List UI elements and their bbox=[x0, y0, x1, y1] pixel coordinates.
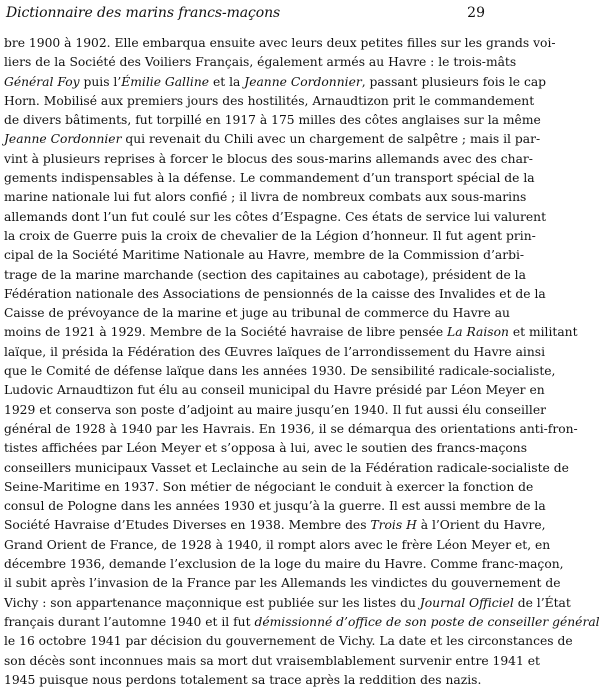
text-run: , passant plusieurs fois le cap bbox=[361, 74, 547, 89]
text-line bbox=[4, 188, 527, 207]
text-line bbox=[4, 34, 556, 53]
italic-text: Trois H bbox=[370, 518, 417, 533]
text-line bbox=[4, 613, 600, 632]
text-run: Caisse de prévoyance de la marine et juge au tribunal de commerce du Havre au bbox=[4, 306, 510, 321]
text-run: allemands dont l’un fut coulé sur les côtes d’Espagne. Ces états de service lui valurent bbox=[4, 209, 547, 224]
text-line bbox=[4, 439, 528, 458]
text-run: le 16 octobre 1941 par décision du gouvernement de Vichy. La date et les circonstances de bbox=[4, 634, 573, 649]
italic-text: démissionné d’office de son poste de conseiller général bbox=[254, 614, 600, 629]
text-line bbox=[4, 574, 561, 593]
text-line bbox=[4, 111, 541, 130]
text-line bbox=[4, 53, 517, 72]
text-run: 1945 puisque nous perdons totalement sa trace après la reddition des nazis. bbox=[4, 672, 482, 687]
italic-text: Émilie Galline bbox=[121, 74, 210, 89]
text-run: 1929 et conserva son poste d’adjoint au maire jusqu’en 1940. Il fut aussi élu conseiller bbox=[4, 402, 546, 417]
text-line bbox=[4, 555, 564, 574]
text-line bbox=[4, 343, 546, 362]
text-run: la croix de Guerre puis la croix de chevalier de la Légion d’honneur. Il fut agent prin- bbox=[4, 228, 536, 243]
text-line bbox=[4, 594, 571, 613]
text-line bbox=[4, 208, 547, 227]
text-run: décembre 1936, demande l’exclusion de la loge du maire du Havre. Comme franc-maçon, bbox=[4, 557, 564, 572]
text-run: laïque, il présida la Fédération des Œuvres laïques de l’arrondissement du Havre ainsi bbox=[4, 344, 546, 359]
text-run: gements indispensables à la défense. Le commandement d’un transport spécial de la bbox=[4, 171, 535, 186]
text-run: Société Havraise d’Etudes Diverses en 1938. Membre des bbox=[4, 518, 371, 533]
text-line bbox=[4, 73, 547, 92]
text-line bbox=[4, 266, 526, 285]
text-run: puis l’ bbox=[79, 74, 122, 89]
text-run: à l’Orient du Havre, bbox=[416, 518, 546, 533]
text-run: Ludovic Arnaudtizon fut élu au conseil municipal du Havre présidé par Léon Meyer en bbox=[4, 383, 545, 398]
italic-text: Journal Officiel bbox=[419, 595, 514, 610]
text-run: liers de la Société des Voiliers Français, également armés au Havre : le trois-mâts bbox=[4, 55, 517, 70]
italic-text: Jeanne Cordonnier bbox=[244, 74, 362, 89]
body-text bbox=[4, 34, 600, 690]
text-line bbox=[4, 285, 546, 304]
text-line bbox=[4, 246, 525, 265]
text-line bbox=[4, 632, 573, 651]
text-line bbox=[4, 362, 556, 381]
text-line bbox=[4, 323, 578, 342]
text-line bbox=[4, 420, 578, 439]
text-run: général de 1928 à 1940 par les Havrais. En 1936, il se démarqua des orientations anti-fron- bbox=[4, 421, 578, 436]
text-line bbox=[4, 169, 535, 188]
italic-text: La Raison bbox=[447, 325, 509, 340]
text-run: moins de 1921 à 1929. Membre de la Société havraise de libre pensée bbox=[4, 325, 448, 340]
text-line bbox=[4, 381, 545, 400]
text-run: Grand Orient de France, de 1928 à 1940, il rompt alors avec le frère Léon Meyer et, en bbox=[4, 537, 551, 552]
text-line bbox=[4, 92, 535, 111]
text-line bbox=[4, 536, 551, 555]
text-line bbox=[4, 459, 569, 478]
text-line bbox=[4, 150, 533, 169]
text-run: Vichy : son appartenance maçonnique est publiée sur les listes du bbox=[4, 595, 420, 610]
running-title: Dictionnaire des marins francs-maçons bbox=[6, 5, 281, 21]
text-run: marine nationale lui fut alors confié ; il livra de nombreux combats aux sous-marins bbox=[4, 190, 527, 205]
text-run: de l’État bbox=[513, 595, 571, 610]
text-run: que le Comité de défense laïque dans les années 1930. De sensibilité radicale-socialiste, bbox=[4, 364, 556, 379]
text-run: qui revenait du Chili avec un chargement de salpêtre ; mais il par- bbox=[121, 132, 541, 147]
text-line bbox=[4, 516, 546, 535]
text-run: et militant bbox=[508, 325, 578, 340]
text-run: de divers bâtiments, fut torpillé en 1917 à 175 milles des côtes anglaises sur la même bbox=[4, 113, 541, 128]
text-run: Horn. Mobilisé aux premiers jours des hostilités, Arnaudtizon prit le commandement bbox=[4, 93, 535, 108]
text-run: Seine-Maritime en 1937. Son métier de négociant le conduit à exercer la fonction de bbox=[4, 479, 534, 494]
text-run: et la bbox=[209, 74, 245, 89]
text-run: Fédération nationale des Associations de pensionnés de la caisse des Invalides et de la bbox=[4, 286, 546, 301]
italic-text: Jeanne Cordonnier bbox=[4, 132, 122, 147]
text-run: il subit après l’invasion de la France par les Allemands les vindictes du gouvernement de bbox=[4, 576, 561, 591]
text-line bbox=[4, 652, 540, 671]
text-run: trage de la marine marchande (section des capitaines au cabotage), président de la bbox=[4, 267, 526, 282]
page-header bbox=[6, 4, 485, 28]
text-run: conseillers municipaux Vasset et Leclainche au sein de la Fédération radicale-socialiste de bbox=[4, 460, 569, 475]
italic-text: Général Foy bbox=[4, 74, 80, 89]
text-run: bre 1900 à 1902. Elle embarqua ensuite avec leurs deux petites filles sur les grands voi- bbox=[4, 36, 556, 50]
text-run: cipal de la Société Maritime Nationale au Havre, membre de la Commission d’arbi- bbox=[4, 248, 525, 263]
text-run: consul de Pologne dans les années 1930 et jusqu’à la guerre. Il est aussi membre de la bbox=[4, 499, 546, 514]
text-line bbox=[4, 130, 541, 149]
text-line bbox=[4, 497, 546, 516]
text-run: vint à plusieurs reprises à forcer le blocus des sous-marins allemands avec des char- bbox=[4, 151, 533, 166]
text-line bbox=[4, 227, 536, 246]
text-line bbox=[4, 401, 546, 420]
text-run: tistes affichées par Léon Meyer et s’opposa à lui, avec le soutien des francs-maçons bbox=[4, 441, 528, 456]
text-line bbox=[4, 478, 534, 497]
text-run: son décès sont inconnues mais sa mort dut vraisemblablement survenir entre 1941 et bbox=[4, 653, 540, 668]
page-number: 29 bbox=[467, 5, 485, 21]
text-line bbox=[4, 304, 510, 323]
text-line bbox=[4, 671, 492, 690]
text-run: français durant l’automne 1940 et il fut bbox=[4, 614, 255, 629]
